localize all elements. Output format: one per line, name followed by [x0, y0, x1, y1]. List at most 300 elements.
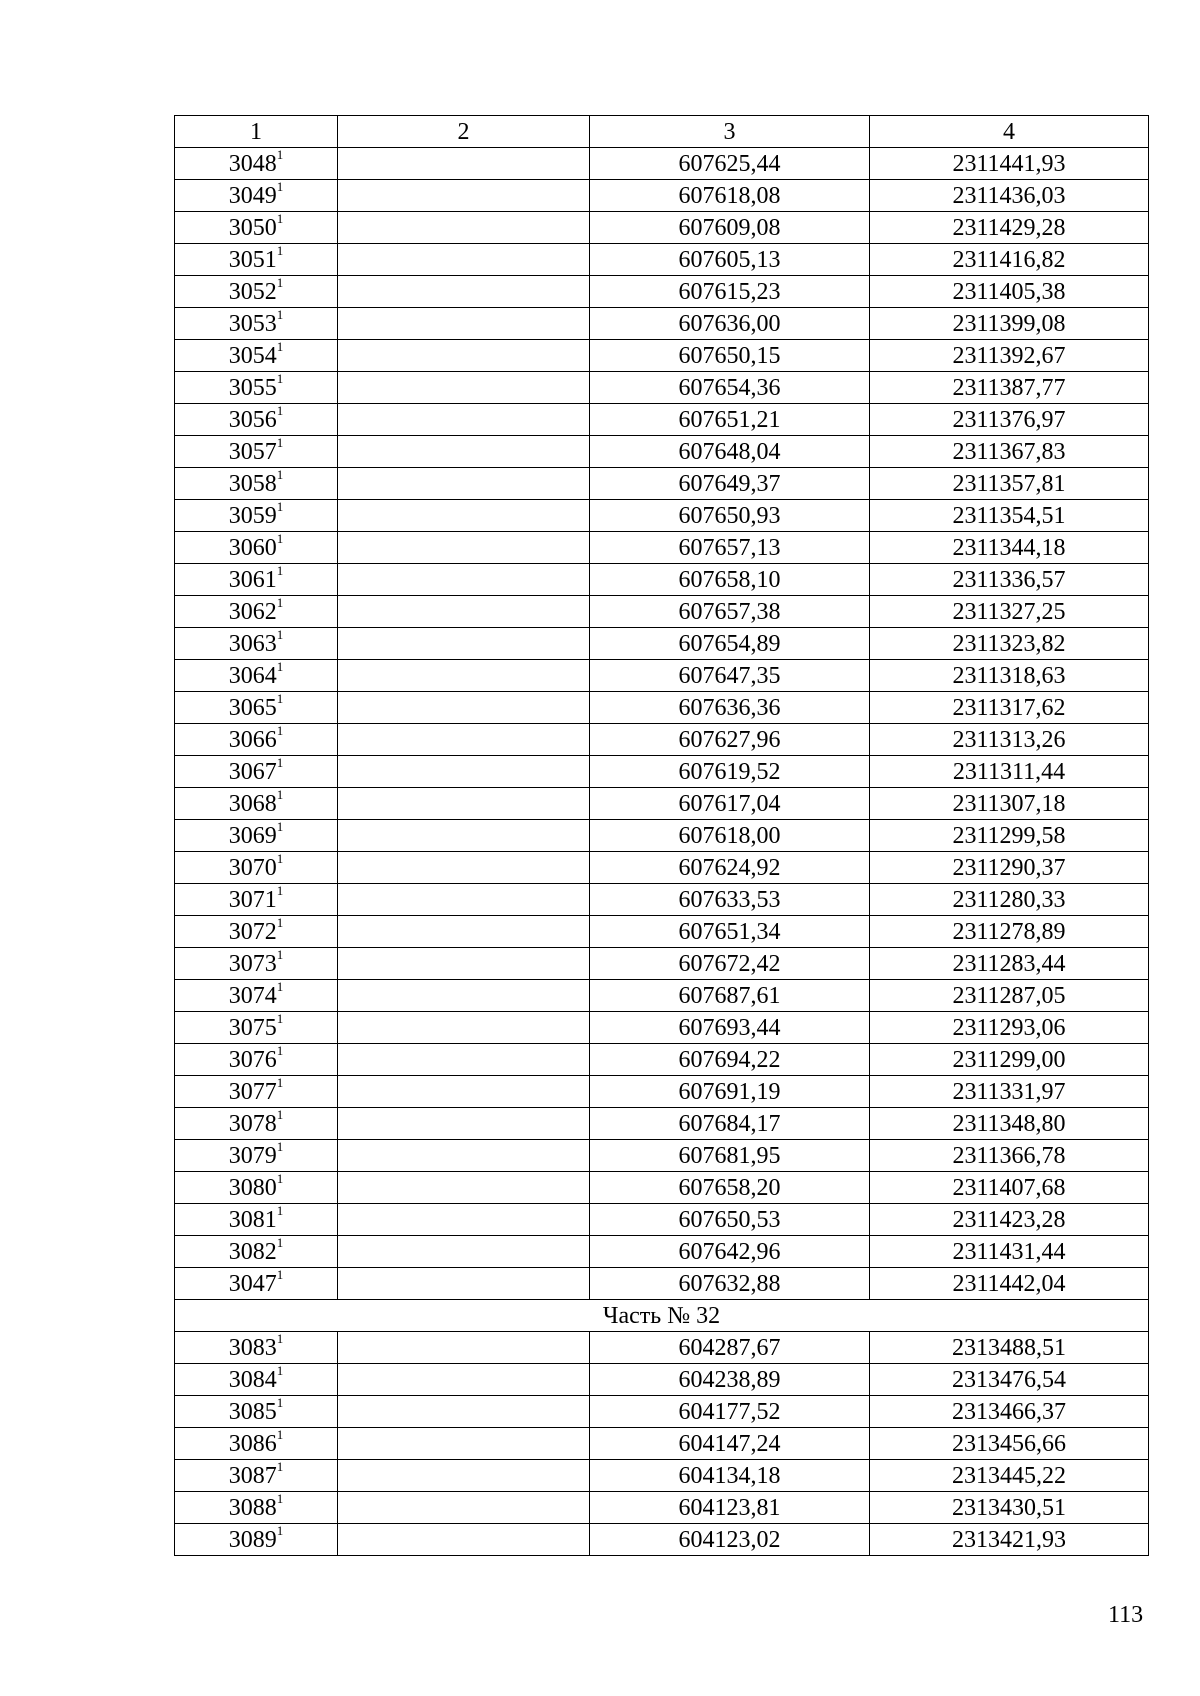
column-2-cell [338, 820, 590, 852]
header-cell-4: 4 [870, 116, 1149, 148]
point-number: 3055 [228, 374, 277, 401]
point-number-cell [175, 564, 338, 596]
point-number: 3053 [228, 310, 277, 337]
x-coordinate-cell: 607615,23 [590, 276, 870, 308]
point-number-superscript: 1 [276, 498, 284, 514]
x-coordinate-cell: 607618,08 [590, 180, 870, 212]
y-coordinate-cell: 2311336,57 [870, 564, 1149, 596]
point-number-cell [175, 148, 338, 180]
y-coordinate-cell: 2311344,18 [870, 532, 1149, 564]
point-number: 3076 [228, 1046, 277, 1073]
y-coordinate-cell: 2311405,38 [870, 276, 1149, 308]
point-number-superscript: 1 [276, 1426, 284, 1442]
point-number-cell [175, 916, 338, 948]
point-number: 3088 [228, 1494, 277, 1521]
table-row [175, 244, 1149, 276]
column-2-cell [338, 1428, 590, 1460]
header-row [175, 116, 1149, 148]
point-number: 3066 [228, 726, 277, 753]
column-2-cell [338, 564, 590, 596]
x-coordinate-cell: 607650,15 [590, 340, 870, 372]
point-number-cell [175, 948, 338, 980]
point-number-cell [175, 852, 338, 884]
table-row [175, 1460, 1149, 1492]
y-coordinate-cell: 2311399,08 [870, 308, 1149, 340]
column-2-cell [338, 1204, 590, 1236]
coordinates-table [174, 115, 1149, 1556]
point-number-superscript: 1 [276, 466, 284, 482]
point-number: 3051 [228, 246, 277, 273]
point-number: 3069 [228, 822, 277, 849]
header-cell-1: 1 [175, 116, 338, 148]
point-number: 3078 [228, 1110, 277, 1137]
point-number-cell [175, 404, 338, 436]
point-number-superscript: 1 [276, 434, 284, 450]
column-2-cell [338, 660, 590, 692]
y-coordinate-cell: 2311387,77 [870, 372, 1149, 404]
column-2-cell [338, 1108, 590, 1140]
point-number-superscript: 1 [276, 946, 284, 962]
table-row [175, 596, 1149, 628]
table-row [175, 308, 1149, 340]
table-row [175, 724, 1149, 756]
point-number: 3080 [228, 1174, 277, 1201]
table-row [175, 532, 1149, 564]
table-row [175, 212, 1149, 244]
point-number-superscript: 1 [276, 818, 284, 834]
table-row [175, 628, 1149, 660]
section-title: Часть № 32 [175, 1300, 1149, 1332]
point-number-cell [175, 1076, 338, 1108]
point-number: 3061 [228, 566, 277, 593]
point-number: 3075 [228, 1014, 277, 1041]
point-number-superscript: 1 [276, 786, 284, 802]
column-2-cell [338, 180, 590, 212]
point-number-superscript: 1 [276, 1010, 284, 1026]
point-number: 3082 [228, 1238, 277, 1265]
point-number: 3052 [228, 278, 277, 305]
point-number: 3049 [228, 182, 277, 209]
point-number: 3062 [228, 598, 277, 625]
y-coordinate-cell: 2311278,89 [870, 916, 1149, 948]
point-number-superscript: 1 [276, 1234, 284, 1250]
point-number-cell [175, 820, 338, 852]
y-coordinate-cell: 2311318,63 [870, 660, 1149, 692]
y-coordinate-cell: 2311307,18 [870, 788, 1149, 820]
x-coordinate-cell: 607650,93 [590, 500, 870, 532]
table-row [175, 1492, 1149, 1524]
column-2-cell [338, 596, 590, 628]
y-coordinate-cell: 2311407,68 [870, 1172, 1149, 1204]
x-coordinate-cell: 604287,67 [590, 1332, 870, 1364]
y-coordinate-cell: 2313488,51 [870, 1332, 1149, 1364]
column-2-cell [338, 1396, 590, 1428]
point-number: 3072 [228, 918, 277, 945]
column-2-cell [338, 1524, 590, 1556]
y-coordinate-cell: 2311357,81 [870, 468, 1149, 500]
column-2-cell [338, 500, 590, 532]
point-number-superscript: 1 [276, 562, 284, 578]
y-coordinate-cell: 2311429,28 [870, 212, 1149, 244]
point-number-cell [175, 436, 338, 468]
point-number-cell [175, 212, 338, 244]
column-2-cell [338, 1268, 590, 1300]
point-number-superscript: 1 [276, 146, 284, 162]
point-number-cell [175, 1204, 338, 1236]
table-row [175, 1044, 1149, 1076]
point-number-superscript: 1 [276, 1042, 284, 1058]
y-coordinate-cell: 2311366,78 [870, 1140, 1149, 1172]
point-number-cell [175, 372, 338, 404]
point-number-cell [175, 596, 338, 628]
column-2-cell [338, 852, 590, 884]
x-coordinate-cell: 607658,10 [590, 564, 870, 596]
table-row [175, 340, 1149, 372]
table-row [175, 1396, 1149, 1428]
column-2-cell [338, 372, 590, 404]
x-coordinate-cell: 607636,36 [590, 692, 870, 724]
point-number-cell [175, 1012, 338, 1044]
point-number: 3077 [228, 1078, 277, 1105]
point-number: 3087 [228, 1462, 277, 1489]
point-number-superscript: 1 [276, 1362, 284, 1378]
point-number-superscript: 1 [276, 1266, 284, 1282]
point-number: 3086 [228, 1430, 277, 1457]
table-row [175, 404, 1149, 436]
column-2-cell [338, 980, 590, 1012]
point-number-cell [175, 884, 338, 916]
point-number-superscript: 1 [276, 594, 284, 610]
point-number-cell [175, 1364, 338, 1396]
point-number-cell [175, 1108, 338, 1140]
x-coordinate-cell: 607636,00 [590, 308, 870, 340]
x-coordinate-cell: 607691,19 [590, 1076, 870, 1108]
point-number-superscript: 1 [276, 370, 284, 386]
point-number-cell [175, 1172, 338, 1204]
column-2-cell [338, 1364, 590, 1396]
column-2-cell [338, 308, 590, 340]
y-coordinate-cell: 2311431,44 [870, 1236, 1149, 1268]
column-2-cell [338, 1140, 590, 1172]
column-2-cell [338, 436, 590, 468]
x-coordinate-cell: 607650,53 [590, 1204, 870, 1236]
column-2-cell [338, 1012, 590, 1044]
column-2-cell [338, 1044, 590, 1076]
table-row [175, 1364, 1149, 1396]
x-coordinate-cell: 607657,38 [590, 596, 870, 628]
y-coordinate-cell: 2313430,51 [870, 1492, 1149, 1524]
point-number: 3085 [228, 1398, 277, 1425]
y-coordinate-cell: 2311436,03 [870, 180, 1149, 212]
column-2-cell [338, 1236, 590, 1268]
y-coordinate-cell: 2313445,22 [870, 1460, 1149, 1492]
point-number-superscript: 1 [276, 658, 284, 674]
y-coordinate-cell: 2311327,25 [870, 596, 1149, 628]
table-row [175, 1428, 1149, 1460]
point-number-cell [175, 756, 338, 788]
x-coordinate-cell: 607672,42 [590, 948, 870, 980]
point-number-superscript: 1 [276, 1522, 284, 1538]
point-number-superscript: 1 [276, 626, 284, 642]
column-2-cell [338, 884, 590, 916]
table-row [175, 148, 1149, 180]
y-coordinate-cell: 2311416,82 [870, 244, 1149, 276]
x-coordinate-cell: 607694,22 [590, 1044, 870, 1076]
point-number-cell [175, 1492, 338, 1524]
x-coordinate-cell: 607617,04 [590, 788, 870, 820]
table-row [175, 692, 1149, 724]
point-number-superscript: 1 [276, 242, 284, 258]
y-coordinate-cell: 2311441,93 [870, 148, 1149, 180]
y-coordinate-cell: 2313476,54 [870, 1364, 1149, 1396]
point-number-superscript: 1 [276, 178, 284, 194]
column-2-cell [338, 468, 590, 500]
point-number: 3081 [228, 1206, 277, 1233]
y-coordinate-cell: 2311280,33 [870, 884, 1149, 916]
point-number-cell [175, 1044, 338, 1076]
column-2-cell [338, 1332, 590, 1364]
x-coordinate-cell: 604134,18 [590, 1460, 870, 1492]
point-number-cell [175, 276, 338, 308]
column-2-cell [338, 1492, 590, 1524]
point-number: 3079 [228, 1142, 277, 1169]
point-number-cell [175, 1396, 338, 1428]
y-coordinate-cell: 2311299,58 [870, 820, 1149, 852]
point-number-cell [175, 660, 338, 692]
x-coordinate-cell: 604147,24 [590, 1428, 870, 1460]
point-number-cell [175, 1428, 338, 1460]
y-coordinate-cell: 2313421,93 [870, 1524, 1149, 1556]
x-coordinate-cell: 604123,81 [590, 1492, 870, 1524]
point-number-superscript: 1 [276, 210, 284, 226]
point-number-superscript: 1 [276, 882, 284, 898]
y-coordinate-cell: 2311367,83 [870, 436, 1149, 468]
point-number: 3059 [228, 502, 277, 529]
point-number-cell [175, 980, 338, 1012]
point-number-superscript: 1 [276, 274, 284, 290]
column-2-cell [338, 788, 590, 820]
table-row [175, 948, 1149, 980]
point-number-cell [175, 1332, 338, 1364]
point-number: 3063 [228, 630, 277, 657]
point-number-cell [175, 244, 338, 276]
table-row [175, 180, 1149, 212]
y-coordinate-cell: 2311392,67 [870, 340, 1149, 372]
point-number: 3068 [228, 790, 277, 817]
x-coordinate-cell: 607649,37 [590, 468, 870, 500]
column-2-cell [338, 724, 590, 756]
column-2-cell [338, 340, 590, 372]
column-2-cell [338, 276, 590, 308]
x-coordinate-cell: 607618,00 [590, 820, 870, 852]
x-coordinate-cell: 607647,35 [590, 660, 870, 692]
y-coordinate-cell: 2311299,00 [870, 1044, 1149, 1076]
point-number-cell [175, 788, 338, 820]
point-number: 3058 [228, 470, 277, 497]
point-number-cell [175, 532, 338, 564]
point-number: 3047 [228, 1270, 277, 1297]
column-2-cell [338, 1172, 590, 1204]
point-number-superscript: 1 [276, 978, 284, 994]
table-row [175, 1268, 1149, 1300]
point-number: 3048 [228, 150, 277, 177]
table-row [175, 564, 1149, 596]
table-row [175, 500, 1149, 532]
table-row [175, 1172, 1149, 1204]
point-number: 3073 [228, 950, 277, 977]
point-number: 3064 [228, 662, 277, 689]
point-number: 3056 [228, 406, 277, 433]
table-row [175, 1204, 1149, 1236]
point-number-superscript: 1 [276, 1138, 284, 1154]
y-coordinate-cell: 2311311,44 [870, 756, 1149, 788]
table-row [175, 1012, 1149, 1044]
x-coordinate-cell: 607624,92 [590, 852, 870, 884]
x-coordinate-cell: 607625,44 [590, 148, 870, 180]
point-number-superscript: 1 [276, 306, 284, 322]
table-row [175, 1236, 1149, 1268]
point-number: 3089 [228, 1526, 277, 1553]
header-cell-2: 2 [338, 116, 590, 148]
y-coordinate-cell: 2311423,28 [870, 1204, 1149, 1236]
page-number: 113 [1108, 1602, 1144, 1628]
point-number: 3065 [228, 694, 277, 721]
column-2-cell [338, 628, 590, 660]
table-row [175, 436, 1149, 468]
point-number: 3067 [228, 758, 277, 785]
point-number: 3074 [228, 982, 277, 1009]
x-coordinate-cell: 607619,52 [590, 756, 870, 788]
table-row [175, 468, 1149, 500]
x-coordinate-cell: 607642,96 [590, 1236, 870, 1268]
point-number-cell [175, 724, 338, 756]
table-row [175, 916, 1149, 948]
point-number-superscript: 1 [276, 1074, 284, 1090]
point-number-superscript: 1 [276, 914, 284, 930]
x-coordinate-cell: 607648,04 [590, 436, 870, 468]
column-2-cell [338, 148, 590, 180]
point-number-cell [175, 1236, 338, 1268]
table-row [175, 1332, 1149, 1364]
y-coordinate-cell: 2313466,37 [870, 1396, 1149, 1428]
x-coordinate-cell: 604123,02 [590, 1524, 870, 1556]
column-2-cell [338, 404, 590, 436]
point-number-superscript: 1 [276, 1330, 284, 1346]
point-number-superscript: 1 [276, 530, 284, 546]
table-row [175, 372, 1149, 404]
column-2-cell [338, 692, 590, 724]
point-number-cell [175, 692, 338, 724]
table-row [175, 1524, 1149, 1556]
table-row [175, 852, 1149, 884]
point-number-superscript: 1 [276, 1458, 284, 1474]
x-coordinate-cell: 607632,88 [590, 1268, 870, 1300]
table-row [175, 1140, 1149, 1172]
x-coordinate-cell: 607658,20 [590, 1172, 870, 1204]
column-2-cell [338, 756, 590, 788]
point-number-superscript: 1 [276, 338, 284, 354]
x-coordinate-cell: 607687,61 [590, 980, 870, 1012]
x-coordinate-cell: 607651,21 [590, 404, 870, 436]
x-coordinate-cell: 607657,13 [590, 532, 870, 564]
point-number-cell [175, 628, 338, 660]
x-coordinate-cell: 607605,13 [590, 244, 870, 276]
point-number: 3084 [228, 1366, 277, 1393]
table-row [175, 884, 1149, 916]
point-number: 3054 [228, 342, 277, 369]
x-coordinate-cell: 607627,96 [590, 724, 870, 756]
point-number-cell [175, 468, 338, 500]
table-row [175, 756, 1149, 788]
table-row [175, 660, 1149, 692]
x-coordinate-cell: 607681,95 [590, 1140, 870, 1172]
column-2-cell [338, 916, 590, 948]
x-coordinate-cell: 604177,52 [590, 1396, 870, 1428]
point-number: 3070 [228, 854, 277, 881]
column-2-cell [338, 532, 590, 564]
x-coordinate-cell: 607651,34 [590, 916, 870, 948]
point-number-superscript: 1 [276, 1106, 284, 1122]
point-number-superscript: 1 [276, 754, 284, 770]
point-number-cell [175, 308, 338, 340]
point-number-cell [175, 1268, 338, 1300]
table-row [175, 1108, 1149, 1140]
point-number-cell [175, 340, 338, 372]
x-coordinate-cell: 607609,08 [590, 212, 870, 244]
y-coordinate-cell: 2311283,44 [870, 948, 1149, 980]
y-coordinate-cell: 2311376,97 [870, 404, 1149, 436]
column-2-cell [338, 1460, 590, 1492]
y-coordinate-cell: 2311317,62 [870, 692, 1149, 724]
table-row [175, 820, 1149, 852]
point-number-superscript: 1 [276, 690, 284, 706]
point-number: 3060 [228, 534, 277, 561]
y-coordinate-cell: 2311354,51 [870, 500, 1149, 532]
point-number: 3083 [228, 1334, 277, 1361]
y-coordinate-cell: 2311313,26 [870, 724, 1149, 756]
y-coordinate-cell: 2311287,05 [870, 980, 1149, 1012]
point-number-cell [175, 180, 338, 212]
x-coordinate-cell: 607654,89 [590, 628, 870, 660]
table-row [175, 276, 1149, 308]
point-number-superscript: 1 [276, 722, 284, 738]
point-number-cell [175, 500, 338, 532]
point-number-superscript: 1 [276, 1490, 284, 1506]
column-2-cell [338, 948, 590, 980]
column-2-cell [338, 244, 590, 276]
point-number-superscript: 1 [276, 1202, 284, 1218]
y-coordinate-cell: 2311293,06 [870, 1012, 1149, 1044]
x-coordinate-cell: 607633,53 [590, 884, 870, 916]
y-coordinate-cell: 2313456,66 [870, 1428, 1149, 1460]
section-title-row [175, 1300, 1149, 1332]
point-number-superscript: 1 [276, 402, 284, 418]
point-number: 3057 [228, 438, 277, 465]
y-coordinate-cell: 2311290,37 [870, 852, 1149, 884]
x-coordinate-cell: 607693,44 [590, 1012, 870, 1044]
header-cell-3: 3 [590, 116, 870, 148]
point-number: 3071 [228, 886, 277, 913]
table-row [175, 788, 1149, 820]
point-number-superscript: 1 [276, 1394, 284, 1410]
y-coordinate-cell: 2311323,82 [870, 628, 1149, 660]
point-number-cell [175, 1140, 338, 1172]
table-row [175, 1076, 1149, 1108]
point-number-cell [175, 1524, 338, 1556]
table-row [175, 980, 1149, 1012]
point-number-superscript: 1 [276, 850, 284, 866]
point-number-superscript: 1 [276, 1170, 284, 1186]
